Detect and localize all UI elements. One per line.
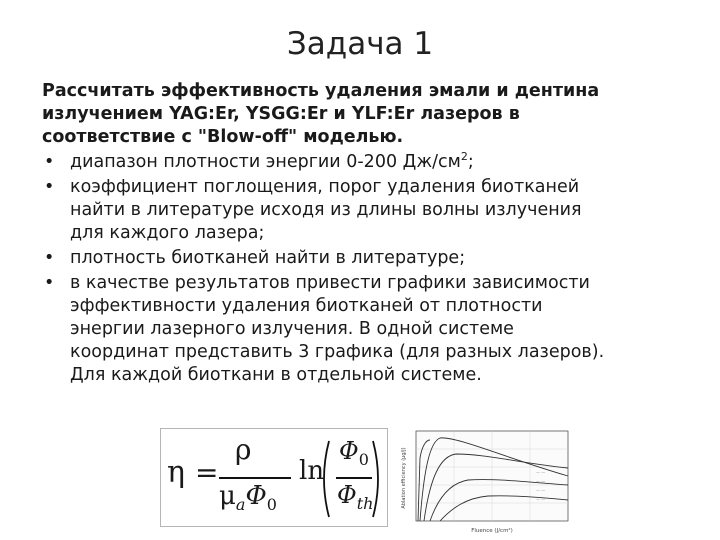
bullet-line: плотность биотканей найти в литературе;: [70, 248, 466, 268]
svg-text:— —: — —: [536, 488, 546, 493]
blow-off-formula: [160, 428, 388, 527]
bullet-icon: •: [44, 248, 55, 268]
bullet-line: коэффициент поглощения, порог удаления биотканей: [70, 177, 580, 197]
bullet-line: в качестве результатов привести графики зависимости: [70, 273, 590, 293]
formula-phi-th: $\Phi_{th}$: [337, 481, 374, 513]
y-axis-label: Ablation efficiency (µg/J): [401, 447, 407, 509]
task-line-1: Рассчитать эффективность удаления эмали и дентина: [42, 81, 600, 101]
bullet-line: эффективности удаления биотканей от плотности: [70, 296, 543, 316]
bullet-icon: •: [44, 273, 55, 293]
bullet-line: найти в литературе исходя из длины волны излучения: [70, 200, 582, 220]
bullet-line: диапазон плотности энергии 0-200 $Дж/см^2$;: [70, 150, 474, 172]
formula-ln: ln: [299, 456, 325, 486]
formula-rho: ρ: [235, 433, 252, 466]
formula-equals: =: [195, 456, 219, 489]
slide-title: Задача 1: [286, 26, 434, 62]
formula-denominator: $\mu_a\Phi_0$: [219, 481, 277, 514]
graph-svg: [396, 428, 574, 538]
svg-text:— —: — —: [536, 479, 546, 484]
bullet-line: Для каждой биоткани в отдельной системе.: [70, 365, 482, 385]
task-description: [42, 80, 692, 149]
formula-phi0: $\Phi_0$: [339, 437, 369, 469]
ablation-efficiency-graph: [396, 428, 574, 538]
bullet-list: [42, 151, 692, 387]
task-line-3: соответствие с "Blow-off" моделью.: [42, 127, 404, 147]
superscript: 2: [460, 150, 468, 164]
svg-text:— —: — —: [536, 470, 546, 475]
bullet-item-density: [42, 247, 692, 270]
svg-text:— —: — —: [536, 497, 546, 502]
x-axis-label: Fluence (J/cm²): [471, 528, 513, 534]
task-line-2: излучением YAG:Er, YSGG:Er и YLF:Er лазеров в: [42, 104, 520, 124]
bullet-line: для каждого лазера;: [70, 223, 265, 243]
formula-eta: η: [167, 455, 185, 490]
bullet-icon: •: [44, 177, 55, 197]
bullet-line: энергии лазерного излучения. В одной системе: [70, 319, 514, 339]
bullet-item-energy-range: [42, 151, 692, 174]
bullet-item-results: [42, 272, 692, 387]
fraction-bar-inner: [336, 477, 372, 479]
bullet-item-absorption: [42, 176, 692, 245]
fraction-bar: [219, 477, 291, 479]
bullet-line: координат представить 3 графика (для разных лазеров).: [70, 342, 605, 362]
bullet-icon: •: [44, 152, 55, 172]
slide-content: [42, 80, 692, 389]
